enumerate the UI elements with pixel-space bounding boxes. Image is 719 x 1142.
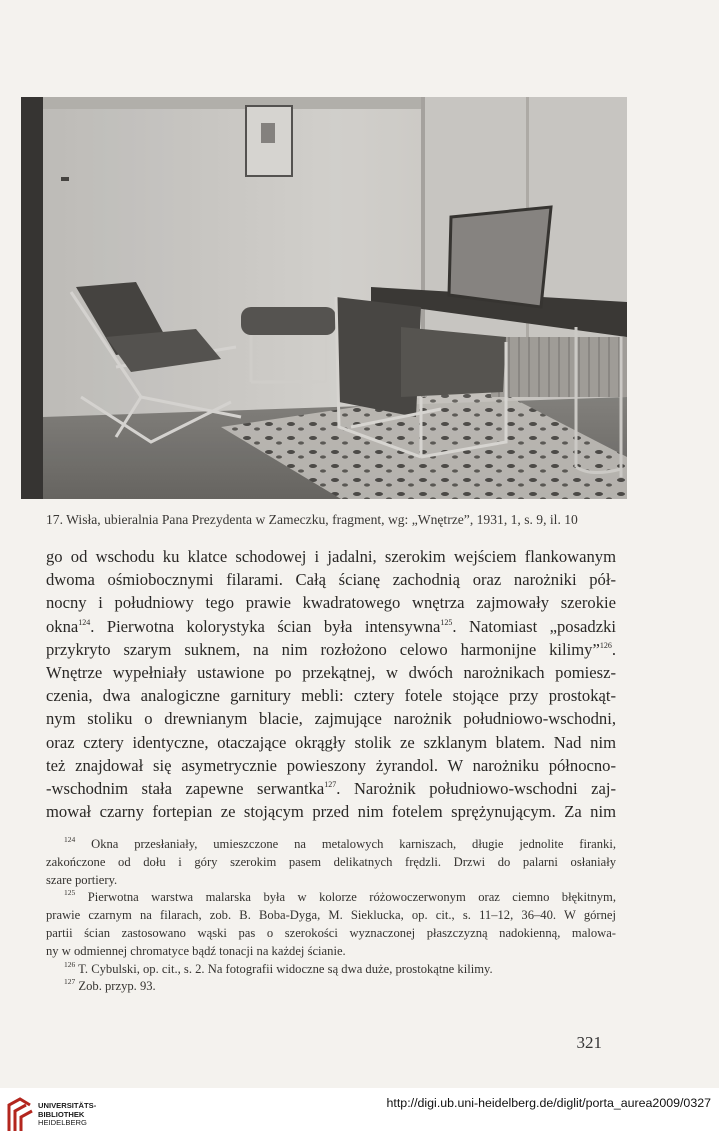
footnote-line: zakończone od dołu i góry szerokim pasem delikatnych frędzli. Drzwi do palarni osłaniały: [46, 854, 616, 869]
page-number: 321: [576, 1033, 602, 1052]
library-name[interactable]: UNIVERSITÄTS- BIBLIOTHEK HEIDELBERG: [38, 1101, 97, 1128]
footnote-line: partii ścian zastosowano wąski pas o szerokości wyznaczonej płaszczyzną nadokienną, malowa-: [46, 925, 616, 940]
footnote-ref[interactable]: 125: [440, 617, 453, 627]
footnote-ref[interactable]: 127: [324, 779, 337, 789]
body-line: czenia, dwa analogiczne garnitury mebli: cztery fotele stojące przy prostokąt-: [46, 686, 616, 706]
footnote-number: 126: [64, 959, 76, 969]
body-line: przykryto szarym suknem, na nim rozłożono celowo harmonijne kilimy”$^{126}$.: [46, 639, 616, 659]
body-line: mował czarny fortepian ze stojącym przed nim fotelem sprężynującym. Za nim: [46, 802, 616, 822]
footnote-number: 127: [64, 977, 76, 987]
footnote-ref[interactable]: 124: [78, 617, 91, 627]
university-library-logo-icon[interactable]: [6, 1095, 34, 1135]
footnote-number: 125: [64, 888, 76, 898]
footnote-number: 124: [64, 835, 76, 844]
footnote-125: $^{125}$ Pierwotna warstwa malarska była w kolorze różowoczerwonym oraz ciemno błękitnym, prawie czarnym na filarach, zob. B. Boba-Dyga, M. Sieklucka, op. cit., s. 11–12, 36–40. W górnej partii ścian zastosowano wąski pas o szerokości wyznaczonej płaszczyzną nadokienną, malowa- ny w odmiennej chromatyce bądź tonacji na każdej ścianie.: [46, 889, 616, 960]
footnotes: [46, 836, 616, 996]
footnote-124: $^{124}$ Okna przesłaniały, umieszczone na metalowych karniszach, długie jednolite firanki, zakończone od dołu i góry szerokim pasem delikatnych frędzli. Drzwi do palarni osłaniały szare portiery.: [46, 836, 616, 889]
body-line: Wnętrze wypełniały ustawione po przekątnej, w dwóch narożnikach pomiesz-: [46, 662, 616, 682]
footnote-line: szare portiery.: [46, 872, 118, 887]
footnote-126: $^{126}$ T. Cybulski, op. cit., s. 2. Na fotografii widoczne są dwa duże, prostokątne kilimy.: [64, 959, 493, 976]
source-url-link[interactable]: http://digi.ub.uni-heidelberg.de/diglit/porta_aurea2009/0327: [386, 1096, 711, 1110]
body-line: nocny i południowy tego prawie kwadratowego wnętrza zajmowały szerokie: [46, 593, 616, 613]
body-line: oraz cztery identyczne, otaczające okrągły stolik ze szklanym blatem. Nad nim: [46, 732, 616, 752]
interior-photograph: [21, 97, 627, 499]
body-line: nym stoliku o drewnianym blacie, zajmujące narożnik południowo-wschodni,: [46, 709, 616, 729]
body-line: go od wschodu ku klatce schodowej i jadalni, szerokim wejściem flankowanym: [46, 547, 616, 566]
body-text: [46, 545, 616, 823]
footnote-ref[interactable]: 126: [599, 640, 612, 650]
footnote-line: ny w odmiennej chromatyce bądź tonacji na każdej ścianie.: [46, 943, 346, 958]
footnote-line: prawie czarnym na filarach, zob. B. Boba-Dyga, M. Sieklucka, op. cit., s. 11–12, 36–40. W górnej: [46, 908, 616, 923]
body-line: dwoma ośmiobocznymi filarami. Całą ścianę zachodnią oraz narożniki pół-: [46, 570, 616, 590]
body-line: też znajdował się asymetrycznie powieszony żyrandol. W narożniku północno-: [46, 755, 616, 775]
photograph-interior-icon: [21, 97, 627, 499]
body-line: okna$^{124}$. Pierwotna kolorystyka ścian była intensywna$^{125}$. Natomiast „posadzki: [46, 616, 616, 636]
footnote-127: $^{127}$ Zob. przyp. 93.: [64, 977, 156, 994]
figure-caption: 17. Wisła, ubieralnia Pana Prezydenta w Zameczku, fragment, wg: „Wnętrze”, 1931, 1, s. 9, il. 10: [46, 512, 578, 527]
body-line: -wschodnim stała zapewne serwantka$^{127}$. Narożnik południowo-wschodni zaj-: [46, 778, 616, 798]
